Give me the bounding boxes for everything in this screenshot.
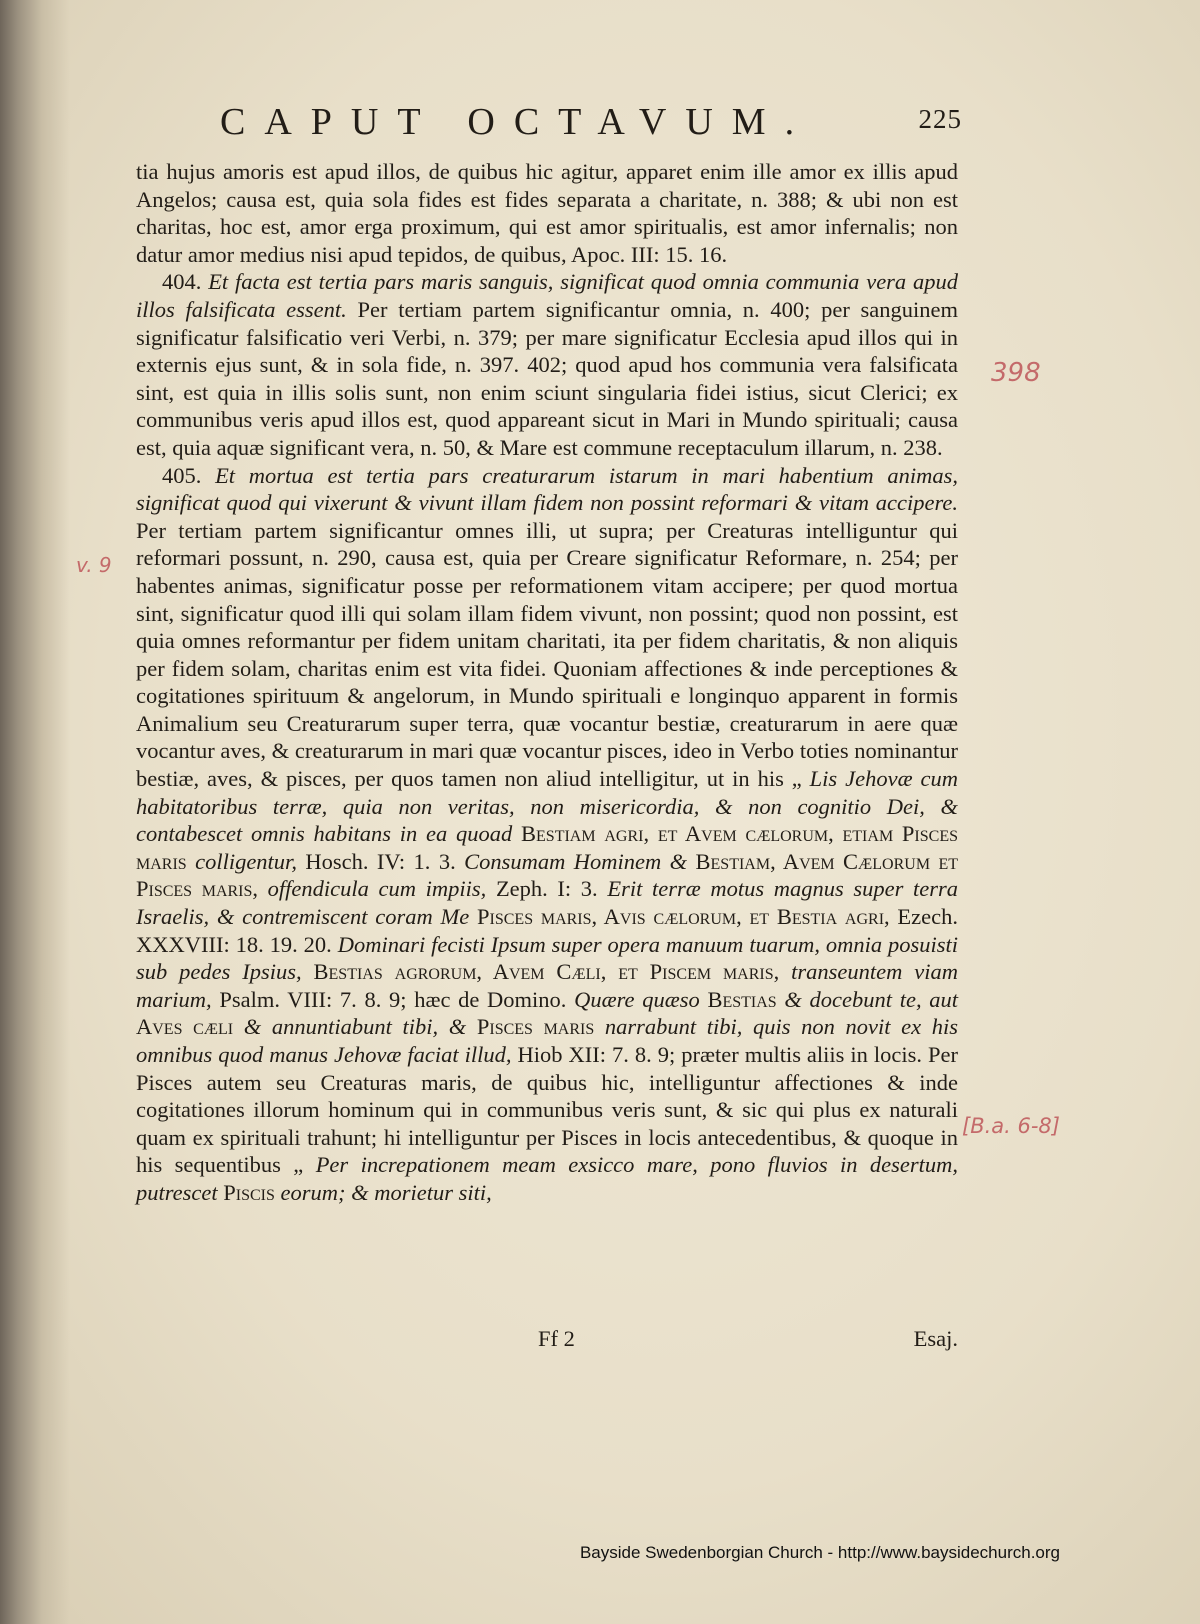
page-number: 225 <box>918 104 962 134</box>
quote-small-caps: Piscis <box>223 1179 275 1205</box>
section-number: 404. <box>162 269 202 295</box>
page-body <box>136 158 958 1207</box>
page-footer <box>136 1326 958 1356</box>
quote-small-caps: Aves cæli <box>136 1014 234 1040</box>
reference: Psalm. VIII: 7. 8. 9; hæc de Domino. <box>219 986 567 1012</box>
quote-italic: Erit terræ motus magnus super terra Israelis, & contremiscent coram Me <box>136 876 959 930</box>
scripture-quote: Et facta est tertia pars maris sanguis, significat quod omnia communia vera apud illos falsificata essent. <box>136 269 958 322</box>
section-number: 405. <box>162 462 202 488</box>
watermark-credit: Bayside Swedenborgian Church - http://www.baysidechurch.org <box>579 1543 1060 1562</box>
quote-small-caps: Bestiam, Avem Cælorum et Pisces maris, <box>136 848 958 902</box>
handwritten-annotation: [B.a. 6-8] <box>962 1114 1060 1138</box>
quote-small-caps: Bestias <box>707 986 777 1012</box>
quote-italic: narrabunt tibi, quis non novit ex his omnibus quod manus Jehovæ faciat illud, <box>136 1014 959 1067</box>
quote-italic: Quære quæso <box>574 986 700 1012</box>
paragraph-text: Per tertiam partem significantur omnia, n. 400; per sanguinem significatur falsificatio veri Verbi, n. 379; per mare significatur Ecclesia apud illos qui in externis ejus sunt, & in sola fide, n. 397. 402; quod apud hos communia vera falsificata sint, est quia in illis solis sunt, non enim sciunt singularia fidei istius, sicut Clerici; ex communibus veris apud illos est, quod appareant sicut in Mari in Mundo spirituali; causa est, quia aquæ significant vera, n. 50, & Mare est commune receptaculum illarum, n. 238. <box>136 296 959 460</box>
paragraph-405 <box>136 462 958 1207</box>
reference: Zeph. I: 3. <box>495 876 598 902</box>
quote-small-caps: Pisces maris, Avis cælorum, et Bestia agri, <box>477 904 890 930</box>
quote-italic: & docebunt te, aut <box>784 986 959 1012</box>
quote-italic: & annuntiabunt tibi, & <box>243 1014 467 1040</box>
quote-small-caps: Bestias agrorum, Avem Cæli, et Piscem maris, <box>313 959 780 985</box>
quote-italic: Lis Jehovæ cum habitatoribus terræ, quia non veritas, non misericordia, & non cognitio Dei, & contabescet omnis habitans in ea quoad <box>136 766 958 847</box>
quote-italic: Per increpationem meam exsicco mare, pono fluvios in desertum, putrescet <box>136 1152 959 1205</box>
chapter-title: CAPUT OCTAVUM. <box>220 101 814 143</box>
quote-italic: Consumam Hominem & <box>464 848 688 874</box>
reference: Hosch. IV: 1. 3. <box>305 848 456 874</box>
quote-small-caps: Pisces maris <box>476 1014 595 1040</box>
quote-italic: offendicula cum impiis, <box>267 876 487 902</box>
quote-italic: colligentur, <box>195 848 297 874</box>
reference: Hiob XII: 7. 8. 9; præter multis aliis in locis. Per Pisces autem seu Creaturas maris, de quibus hic, intelliguntur affectiones & inde cogitationes illorum hominum qui in communibus veris sunt, & sic qui plus ex naturali quam ex spirituali trahunt; hi intelliguntur per Pisces in locis antecedentibus, & quoque in his sequentibus „ <box>136 1042 959 1178</box>
running-header <box>150 100 970 150</box>
reference: Ezech. XXXVIII: 18. 19. 20. <box>136 904 959 957</box>
quote-italic: Dominari fecisti Ipsum super opera manuum tuarum, omnia posuisti sub pedes Ipsius, <box>136 931 959 985</box>
catchword: Esaj. <box>913 1326 958 1351</box>
handwritten-annotation: v. 9 <box>76 553 112 577</box>
quote-small-caps: Bestiam agri, et Avem cælorum, etiam Pisces maris <box>136 821 959 874</box>
paragraph-continuation: tia hujus amoris est apud illos, de quibus hic agitur, apparet enim ille amor ex illis apud Angelos; causa est, quia sola fides est fides separata a charitate, n. 388; & ubi non est charitas, hoc est, amor erga proximum, qui est amor spiritualis, est amor infernalis; non datur amor medius nisi apud tepidos, de quibus, Apoc. III: 15. 16. <box>136 159 958 267</box>
scripture-quote: Et mortua est tertia pars creaturarum istarum in mari habentium animas, significat quod qui vixerunt & vivunt illam fidem non possint reformari & vitam accipere. <box>136 462 958 516</box>
paragraph-404 <box>136 268 958 461</box>
page-gutter-shadow <box>0 0 70 1624</box>
quote-italic: transeuntem viam marium, <box>136 959 959 1012</box>
signature-mark: Ff 2 <box>538 1326 575 1351</box>
handwritten-annotation: 398 <box>991 358 1041 388</box>
quote-italic: eorum; & morietur siti, <box>280 1179 492 1205</box>
paragraph-text: Per tertiam partem significantur omnes illi, ut supra; per Creaturas intelliguntur qui reformari possunt, n. 290, causa est, quia per Creare significatur Reformare, n. 254; per habentes animas, significatur posse per reformationem vitam accipere; per quod mortua sint, significatur quod illi qui solam illam fidem vivunt, non possint; quod non possint, est quia omnes reformantur per fidem unitam charitati, ita per fidem charitatis, & non aliquis per fidem solam, charitas enim est vita fidei. Quoniam affectiones & inde perceptiones & cogitationes spirituum & angelorum, in Mundo spirituali e longinquo apparent in formis Animalium seu Creaturarum super terra, quæ vocantur bestiæ, creaturarum in aere quæ vocantur aves, & creaturarum in mari quæ vocantur pisces, ideo in Verbo toties nominantur bestiæ, aves, & pisces, per quos tamen non aliud intelligitur, ut in his „ <box>136 517 958 792</box>
